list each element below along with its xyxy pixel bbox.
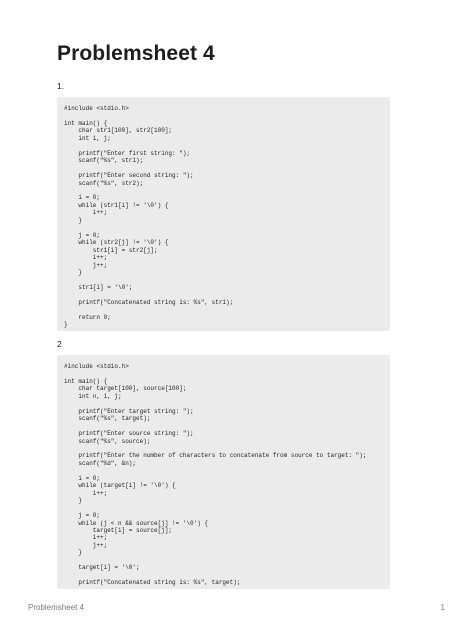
page-title: Problemsheet 4: [57, 42, 215, 65]
problem-number-1: 1.: [57, 81, 65, 91]
code-block-1: [57, 97, 390, 331]
code-listing-1: #include <stdio.h> int main() { char str1[100], str2[100]; int i, j; printf("Enter first string: "); scanf("%s", str1); printf("Enter second string: "); scanf("%s", str2); i = 0; while (str1[i] != '\0') { i++; } j = 0; while (str2[j] != '\0') { str1[i] = str2[j]; i++; j++; } str1[i] = '\0'; printf("Concatenated string is: %s", str1); return 0; }: [64, 105, 234, 329]
footer-page-number: 1: [440, 603, 445, 612]
problem-number-2: 2: [57, 339, 62, 349]
code-block-2: [57, 355, 390, 589]
code-listing-2: #include <stdio.h> int main() { char target[100], source[100]; int n, i, j; printf("Enter target string: "); scanf("%s", target); printf("Enter source string: "); scanf("%s", source); printf("Enter the number of characters to concatenate from source to target: "); scanf("%d", &n); i = 0; while (target[i] != '\0') { i++; } j = 0; while (j < n && source[j] != '\0') { target[i] = source[j]; i++; j++; } target[i] = '\0'; printf("Concatenated string is: %s", target);: [64, 363, 367, 587]
footer-document-title: Problemsheet 4: [28, 603, 85, 612]
